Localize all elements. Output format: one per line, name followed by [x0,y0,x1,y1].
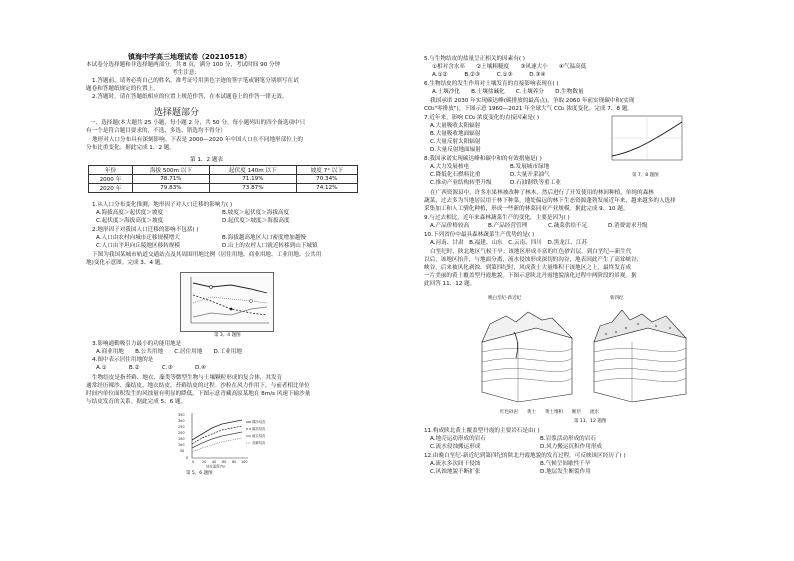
q910-lead-2: 蔬菜，过去多为当地居民用于林下种菜，地处偏远的林下生态资源蓬勃发展近年来，越来越多的人选择 [424,198,676,204]
x-tick: 20 [202,460,207,464]
y-tick: 50 [180,449,185,453]
fig34-caption: 第 3、4 题图 [214,333,241,338]
q5-items: ①相对含水率 ②土壤粗糙度 ③风速大小 ④气温高低 [432,64,587,70]
x-tick: 60 [222,460,227,464]
notice-2: 2.答题时，请在答题纸相应的位置上规范作答，在本试题卷上的作答一律无效。 [92,94,288,100]
table-cell: 74.12% [296,184,357,193]
table-row [89,184,358,193]
q11-option-a: A.地壳运动形成的岩石 [430,436,486,442]
q2-option-b: B.海拔越高地区人口密度增加越慢 [222,235,306,241]
q56-lead-1: 生物结皮是指苔藓、地衣、藻类等微型生物与土壤颗粒形成的复合体，其发育 [92,375,283,381]
q8-option-a: A.大力发展核电 [430,164,470,170]
q9-option-d: D.消费需求升级 [608,223,648,229]
q12-option-c: C.风蚀地貌不断扩张 [430,469,481,475]
q8-option-d: D.大量开采油气 [510,172,550,178]
legend-label: 裸沙结皮 [252,420,266,424]
section-rule-2: 有一个是符合题目要求的，不选、多选、错选均不得分） [86,128,226,134]
x-axis-label: 结皮盖度(%) [206,464,226,468]
table-cell: 79.83% [132,184,209,193]
x-tick: 80 [232,460,237,464]
section-title: 选择题部分 [154,108,200,118]
q3-options: A.商业用地 B.公共用地 C.居住用地 D.工业用地 [96,349,242,355]
question-9: 9.与过去相比，近年来森林蔬菜生产的变化，主要是因为( ) [424,215,570,221]
q1-option-d: D.起伏度＞坡度＞海拔高度 [222,218,290,224]
q1-option-a: A.海拔高度＞起伏度＞坡度 [96,210,164,216]
q1-option-b: B.坡度＞起伏度＞海拔高度 [222,210,290,216]
q8-option-e: C.推动产业结构转型升级 [430,180,492,186]
q11-option-b: B.岩浆活动形成的岩石 [540,436,596,442]
y-tick: 250 [178,425,185,429]
q6-options: A.土壤沙化 B.土壤盐碱化 C.土壤养分 D.生物数量 [432,89,584,95]
fig1112-right-label: 新四纪 [610,296,624,301]
question-1: 1.从人口分布变化推测，地形因子对人口迁移的影响力( ) [92,202,233,208]
q11-option-c: C.流水侵蚀搬运形成 [430,444,481,450]
table-row [89,175,358,184]
exam-title: 镇海中学高三地理试卷（20210518） [128,53,251,61]
sand-transport-figure [176,410,274,468]
table-caption: 第 1、2 题表 [190,157,224,163]
q9-option-c: C.蔬菜供给不足 [548,223,588,229]
question-2: 2.地形因子对我国人口迁移的影响不包括( ) [92,227,199,233]
question-8: 8.我国承诺实现碳达峰和碳中和的有效措施是( ) [424,156,542,162]
q12-option-b: B.气候呈间歇性干旱 [540,461,591,467]
q10-options: A.河南、甘肃 B.福建、山东 C.云南、四川 D.黑龙江、江苏 [430,240,588,246]
q12-lead-2: 分布比重变化。据此完成 1、2 题。 [86,145,175,151]
fig1112-caption: 第 11、12 题图 [574,419,607,424]
fig1112-left-label: 晚白垩纪-新近纪 [488,296,522,301]
y-tick: 150 [178,437,185,441]
q8-option-f: D.石油钢铁等重工业 [510,180,561,186]
table-cell: 2000 年 [89,175,133,184]
y-tick: 100 [178,443,185,447]
question-12: 12.由晚白垩纪-新近纪到第四纪的陕北丹霞地貌的发育过程，可反映该区经历了( ) [424,453,626,459]
q8-option-c: C.降低化石燃料比重 [430,172,481,178]
table-header: 起伏度 140m 以下 [210,166,297,175]
question-7: 7.近年来，影响 CO₂ 浓度变化的直接因素是( ) [424,115,540,121]
q34-lead-2: 地)变化示意图。完成 3、4 题。 [86,260,166,266]
q11-option-d: D.风力搬运沉积作用形成 [540,444,603,450]
x-tick: 40 [212,460,217,464]
q78-lead-1: 我国承诺 2030 年实现碳达峰(碳排放的最高点)，争取 2060 年前实现碳中和(实现 [430,98,635,104]
legend-label: 藻类结皮 [252,427,266,431]
q1-option-c: C.起伏度＞海拔高度＞坡度 [96,218,164,224]
q1112-lead-3: 峡谷，后来被风化剥蚀。到第四纪时，风成黄土大量堆积于该地区之上，最终发育成 [424,265,631,271]
danxia-block-diagram [476,302,696,406]
q56-lead-4: 与结皮发育的关系。据此完成 5、6 题。 [86,399,187,405]
question-3: 3.影响通勤吸引力最小的功能用地是 [92,341,182,347]
landuse-figure [180,272,274,332]
q78-lead-2: CO₂"零排放")。下图示意 1960—2021 年全球大气 CO₂ 浓度变化。完成 7、8 题。 [424,106,633,112]
table-cell: 73.87% [210,184,297,193]
y-tick: 300 [178,419,185,423]
table-cell: 2020 年 [89,184,133,193]
notice-1b: 题卷和答题纸规定的位置上。 [86,86,159,92]
question-5: 5.与生物结皮的盐量呈正相关的因素有( ) [424,56,525,62]
q1112-lead-4: 一片美丽的黄土覆盖型丹霞地貌。下图示意陕北丹霞地貌演化过程中两阶段的景观。据 [424,273,637,279]
q12-option-a: A.流水多次间干侵蚀 [430,461,481,467]
q910-lead-1: 在广西资源县中，许多水果林被改种了林木，然后进行了开发使用的林间种植，单纯的森林 [430,190,654,196]
population-table [88,165,358,193]
q1112-lead-2: 以后，该地区抬升，与地面分离，流水侵蚀形成深切的沟谷，地表因此产生了高耸峡谷， [424,257,643,263]
question-4: 4.图中表示居住用地的是 [92,357,154,363]
table-header: 年份 [89,166,133,175]
q5-options: A.①② B.②③ C.①③ D.③④ [432,72,546,78]
notice-1a: 1.答题前，请务必将自己的姓名、准考证号用黑色字迹的签字笔或钢笔分别填写在试 [92,78,299,84]
question-10: 10.下列省份中最具森林蔬菜生产优势的是( ) [424,232,535,238]
exam-intro: 本试卷分选择题和非选择题两部分，共 8 页，满分 100 分，考试时间 90 分钟 [86,62,281,68]
q910-lead-3: 采集加工和人工驯化种植，形成一些新的林菜同业产业规模。据此完成 9、10 题。 [424,206,629,212]
q34-lead-1: 下图为我国某城市轨道交通站点及其周围用地比例（居住用地、商业用地、工业用地、公共用 [92,252,322,258]
question-11: 11.构成陕北黄土覆盖型丹霞的主要岩石是由( ) [424,428,540,434]
table-cell: 70.34% [296,175,357,184]
fig1112-legend: 红色砂岩 黄土 黄土堆积 断层 流水 [500,410,599,415]
table-header: 海拔 500m 以下 [132,166,209,175]
q7-option-c: C.大量反射太阳辐射 [430,139,481,145]
q7-option-d: D.大量反射地面辐射 [430,147,481,153]
y-tick: 0 [186,456,189,460]
q2-option-d: D.山上的农村人口就近转移到山下城镇 [222,243,318,249]
q2-option-a: A.人口由农村向城市迁移规模增大 [96,235,180,241]
q9-option-b: B.产品经营管理 [488,223,528,229]
question-6: 6.生物结皮的发生作用对土壤发育的直接影响表现在( ) [424,81,559,87]
legend-label: 苔藓结皮 [252,441,266,445]
table-cell: 71.19% [210,175,297,184]
table-header: 坡度 7° 以下 [296,166,357,175]
table-header-row [89,166,358,175]
y-tick: 200 [178,431,185,435]
co2-curve-figure [604,114,686,170]
q9-option-a: A.产品价格较高 [430,223,470,229]
q1112-lead-1: 白垩纪时，陕北地区气候干旱；该地区形成丰富的红色砂岩层。到白垩纪—新生代 [430,249,632,255]
y-tick: 350 [178,413,185,417]
x-tick: 0 [192,460,195,464]
q2-option-c: C.人口由平坦向丘陵地区移转规模 [96,243,180,249]
legend-label: 地衣结皮 [252,434,266,438]
q12-lead-1: 地形对人口分布具有深刻影响。下表是 2000—2020 年中国人口在不同地形部位上的 [92,137,304,143]
q8-option-b: B.发展城市绿地 [510,164,550,170]
notice-title: 考生注意： [172,70,200,76]
q12-option-d: D.地层发生断裂作用 [540,469,591,475]
q1112-lead-5: 此回答 11、12 题。 [424,281,476,287]
table-cell: 78.71% [132,175,209,184]
fig56-caption: 第 5、6 题图 [186,471,213,476]
x-tick: 100 [241,460,248,464]
q4-options: A.① B.② C.③ D.④ [96,365,207,371]
section-rule-1: 一、选择题(本大题共 25 小题，每小题 2 分，共 50 分。每小题列出的四个备选项中只 [90,120,306,126]
q56-lead-2: 通常经历裸沙、藻结皮、地衣结皮、苔藓结皮的过程。沙粒在风力作用下，与前者相比单位 [86,383,310,389]
fig78-caption: 第 7、8 题图 [632,173,659,178]
q7-option-a: A.大量吸收太阳辐射 [430,123,481,129]
q56-lead-3: 时间内单位面积发生的风蚀量有明显的降低。下图示意青藏高原某地在 8m/s 风速下输沙量 [86,391,311,397]
q7-option-b: B.大量吸收地面辐射 [430,131,481,137]
